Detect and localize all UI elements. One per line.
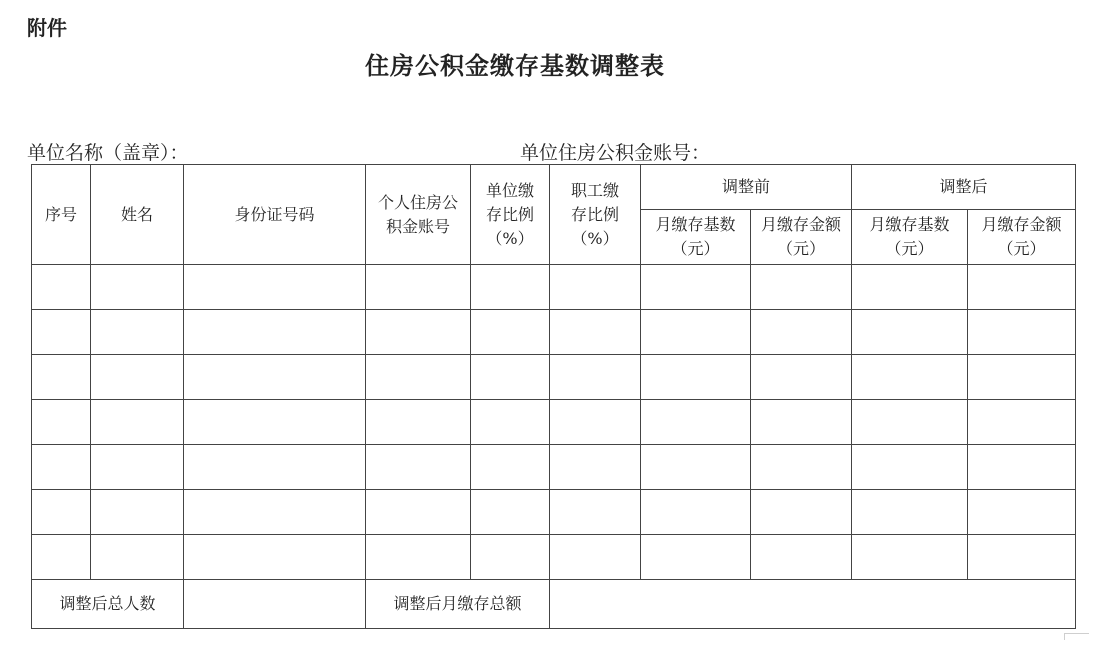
table-cell[interactable] <box>641 535 751 580</box>
table-cell[interactable] <box>968 265 1076 310</box>
table-cell[interactable] <box>366 400 471 445</box>
table-cell[interactable] <box>91 310 184 355</box>
table-cell[interactable] <box>852 490 968 535</box>
page-title: 住房公积金缴存基数调整表 <box>365 51 665 80</box>
header-id-number: 身份证号码 <box>184 165 366 265</box>
page-corner-mark <box>1064 633 1089 640</box>
table-cell[interactable] <box>641 265 751 310</box>
table-cell[interactable] <box>32 265 91 310</box>
table-cell[interactable] <box>550 535 641 580</box>
header-before: 调整前 <box>641 165 852 210</box>
table-cell[interactable] <box>852 400 968 445</box>
table-cell[interactable] <box>968 355 1076 400</box>
table-cell[interactable] <box>91 355 184 400</box>
table-cell[interactable] <box>32 355 91 400</box>
table-cell[interactable] <box>751 535 852 580</box>
table-cell[interactable] <box>751 355 852 400</box>
table-cell[interactable] <box>852 355 968 400</box>
table-cell[interactable] <box>751 445 852 490</box>
header-before-base: 月缴存基数 （元） <box>641 210 751 265</box>
adjustment-table <box>31 164 1076 629</box>
table-cell[interactable] <box>641 445 751 490</box>
header-row-1 <box>32 165 1076 210</box>
table-cell[interactable] <box>641 355 751 400</box>
table-cell[interactable] <box>184 310 366 355</box>
header-after: 调整后 <box>852 165 1076 210</box>
header-after-base: 月缴存基数 （元） <box>852 210 968 265</box>
table-cell[interactable] <box>968 490 1076 535</box>
table-cell[interactable] <box>550 445 641 490</box>
header-unit-ratio: 单位缴 存比例 （%） <box>471 165 550 265</box>
table-cell[interactable] <box>968 400 1076 445</box>
table-cell[interactable] <box>366 445 471 490</box>
table-cell[interactable] <box>641 490 751 535</box>
table-cell[interactable] <box>471 265 550 310</box>
unit-account-label: 单位住房公积金账号： <box>520 142 711 164</box>
table-row <box>32 490 1076 535</box>
table-cell[interactable] <box>968 445 1076 490</box>
table-cell[interactable] <box>550 265 641 310</box>
table-cell[interactable] <box>184 355 366 400</box>
table-cell[interactable] <box>641 400 751 445</box>
table-cell[interactable] <box>32 445 91 490</box>
table-cell[interactable] <box>32 490 91 535</box>
table-cell[interactable] <box>751 400 852 445</box>
total-people-label: 调整后总人数 <box>32 580 184 629</box>
table-cell[interactable] <box>550 355 641 400</box>
table-cell[interactable] <box>184 400 366 445</box>
table-cell[interactable] <box>471 445 550 490</box>
total-people-value[interactable] <box>184 580 366 629</box>
table-row <box>32 310 1076 355</box>
table-cell[interactable] <box>184 265 366 310</box>
table-cell[interactable] <box>184 490 366 535</box>
table-cell[interactable] <box>91 490 184 535</box>
table-cell[interactable] <box>366 490 471 535</box>
table-cell[interactable] <box>91 535 184 580</box>
table-cell[interactable] <box>471 400 550 445</box>
table-cell[interactable] <box>91 400 184 445</box>
table-row <box>32 265 1076 310</box>
table-cell[interactable] <box>471 535 550 580</box>
table-cell[interactable] <box>366 355 471 400</box>
table-cell[interactable] <box>91 265 184 310</box>
table-row <box>32 355 1076 400</box>
table-cell[interactable] <box>852 310 968 355</box>
header-after-amount: 月缴存金额 （元） <box>968 210 1076 265</box>
table-cell[interactable] <box>184 445 366 490</box>
table-cell[interactable] <box>751 310 852 355</box>
table-cell[interactable] <box>366 310 471 355</box>
total-monthly-label: 调整后月缴存总额 <box>366 580 550 629</box>
table-row <box>32 535 1076 580</box>
header-name: 姓名 <box>91 165 184 265</box>
table-cell[interactable] <box>751 265 852 310</box>
table-cell[interactable] <box>471 310 550 355</box>
unit-name-label: 单位名称（盖章）： <box>27 142 189 164</box>
table-cell[interactable] <box>852 535 968 580</box>
header-seq: 序号 <box>32 165 91 265</box>
table-cell[interactable] <box>471 355 550 400</box>
table-row <box>32 445 1076 490</box>
table-cell[interactable] <box>366 265 471 310</box>
table-cell[interactable] <box>184 535 366 580</box>
table-cell[interactable] <box>641 310 751 355</box>
table-cell[interactable] <box>91 445 184 490</box>
table-cell[interactable] <box>852 445 968 490</box>
table-cell[interactable] <box>366 535 471 580</box>
table-cell[interactable] <box>968 535 1076 580</box>
table-cell[interactable] <box>550 310 641 355</box>
table-cell[interactable] <box>32 400 91 445</box>
attachment-label: 附件 <box>27 16 67 40</box>
table-cell[interactable] <box>968 310 1076 355</box>
table-cell[interactable] <box>751 490 852 535</box>
header-personal-account: 个人住房公 积金账号 <box>366 165 471 265</box>
table-cell[interactable] <box>550 400 641 445</box>
header-employee-ratio: 职工缴 存比例 （%） <box>550 165 641 265</box>
table-cell[interactable] <box>32 535 91 580</box>
table-cell[interactable] <box>550 490 641 535</box>
table-cell[interactable] <box>471 490 550 535</box>
table-cell[interactable] <box>32 310 91 355</box>
total-row <box>32 580 1076 629</box>
header-before-amount: 月缴存金额 （元） <box>751 210 852 265</box>
table-cell[interactable] <box>852 265 968 310</box>
table-row <box>32 400 1076 445</box>
total-monthly-value[interactable] <box>550 580 1076 629</box>
